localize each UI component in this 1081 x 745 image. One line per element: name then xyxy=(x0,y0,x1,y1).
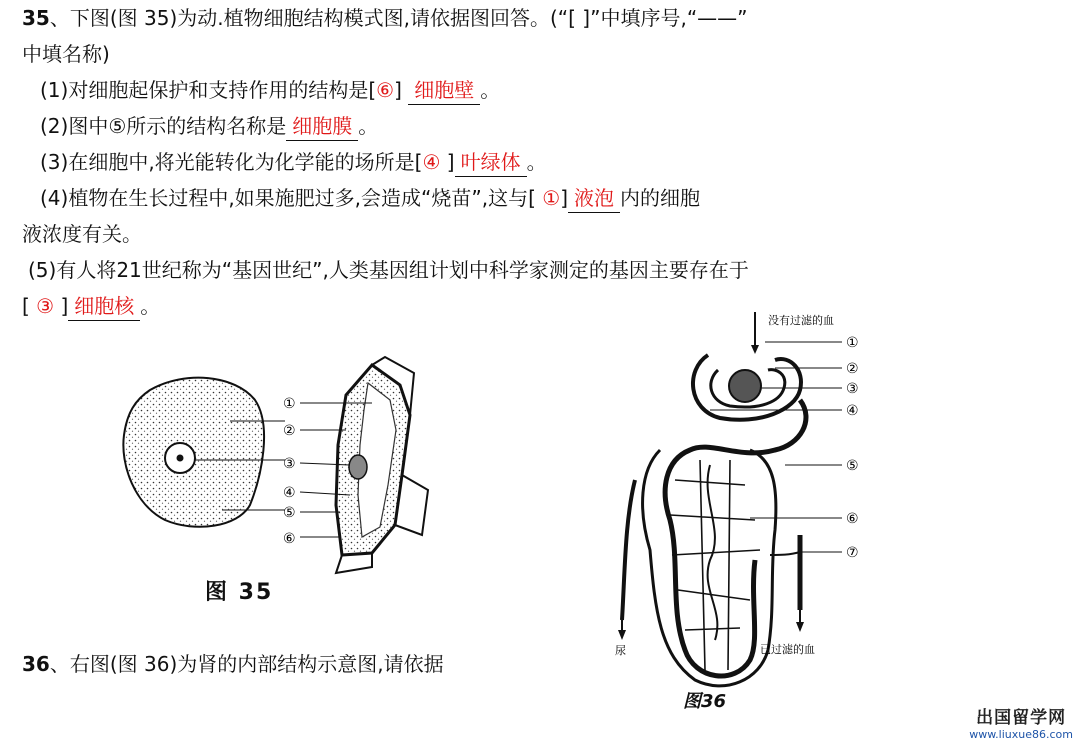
item-4-end: 内的细胞 xyxy=(620,186,701,210)
fig36-label-3: ③ xyxy=(846,381,859,397)
item-4-answer: 液泡 xyxy=(568,184,620,213)
item-1-end: 。 xyxy=(480,78,501,102)
item-5-bracket: ] xyxy=(54,294,69,318)
item-1-answer: 细胞壁 xyxy=(408,76,480,105)
fig35-label-1: ① xyxy=(283,396,296,412)
figure-35-caption: 图 35 xyxy=(205,580,274,605)
item-4-text: (4)植物在生长过程中,如果施肥过多,会造成“烧苗”,这与[ xyxy=(40,186,543,210)
item-1-text: (1)对细胞起保护和支持作用的结构是[ xyxy=(40,78,377,102)
figure-36-nephron xyxy=(600,310,885,695)
item-4-bracket: ] xyxy=(560,186,569,210)
item-2-answer: 细胞膜 xyxy=(286,112,358,141)
fig36-label-4: ④ xyxy=(846,403,859,419)
fig36-bottom-note: 已过滤的血 xyxy=(760,643,815,656)
watermark-url: www.liuxue86.com xyxy=(969,728,1073,741)
fig36-top-note: 没有过滤的血 xyxy=(768,314,834,327)
fig35-label-6: ⑥ xyxy=(283,531,296,547)
q35-intro-2: 中填名称) xyxy=(22,42,110,66)
fig35-label-5: ⑤ xyxy=(283,505,296,521)
site-watermark xyxy=(969,703,1073,741)
item-3-end: 。 xyxy=(526,150,547,174)
item-5-answer: 细胞核 xyxy=(68,292,140,321)
item-3-text: (3)在细胞中,将光能转化为化学能的场所是[ xyxy=(40,150,423,174)
q35-intro-line-2 xyxy=(22,40,110,68)
item-1-number: ⑥ xyxy=(376,78,395,102)
q36-line xyxy=(22,650,444,678)
q35-item-4 xyxy=(40,184,700,213)
q36-number: 36 xyxy=(22,652,50,676)
item-3-bracket: ] xyxy=(440,150,455,174)
q35-item-5-cont xyxy=(22,292,160,321)
q35-item-2 xyxy=(40,112,378,141)
fig35-label-4: ④ xyxy=(283,485,296,501)
item-5-end: 。 xyxy=(140,294,161,318)
fig36-label-2: ② xyxy=(846,361,859,377)
item-5-text: (5)有人将21世纪称为“基因世纪”,人类基因组计划中科学家测定的基因主要存在于 xyxy=(28,258,749,282)
item-4-number: ① xyxy=(542,186,561,210)
fig36-label-7: ⑦ xyxy=(846,545,859,561)
fig36-label-1: ① xyxy=(846,335,859,351)
q35-number: 35 xyxy=(22,6,50,30)
item-5-number: ③ xyxy=(36,294,55,318)
item-1-bracket: ] xyxy=(394,78,409,102)
q36-text: 、右图(图 36)为肾的内部结构示意图,请依据 xyxy=(49,652,444,676)
item-3-number: ④ xyxy=(422,150,441,174)
watermark-text: 出国留学网 xyxy=(976,708,1067,728)
plant-nucleus xyxy=(349,455,367,479)
q35-item-3 xyxy=(40,148,547,177)
figure-36-caption: 图36 xyxy=(683,691,727,712)
fig36-label-5: ⑤ xyxy=(846,458,859,474)
q35-intro-line xyxy=(22,4,748,32)
q35-intro: 、下图(图 35)为动.植物细胞结构模式图,请依据图回答。(“[ ]”中填序号,“——” xyxy=(49,6,748,30)
glomerulus xyxy=(729,370,761,402)
fig36-label-6: ⑥ xyxy=(846,511,859,527)
q35-item-4-cont xyxy=(22,220,142,248)
renal-tubule xyxy=(665,400,806,676)
item-2-end: 。 xyxy=(358,114,379,138)
fig36-left-note: 尿 xyxy=(615,644,626,657)
figure-35-cells xyxy=(110,355,450,580)
item-5-bracket-open: [ xyxy=(22,294,37,318)
item-3-answer: 叶绿体 xyxy=(455,148,527,177)
item-4-continuation: 液浓度有关。 xyxy=(22,222,142,246)
item-2-text: (2)图中⑤所示的结构名称是 xyxy=(40,114,287,138)
fig35-label-3: ③ xyxy=(283,456,296,472)
q35-item-1 xyxy=(40,76,500,105)
fig35-label-2: ② xyxy=(283,423,296,439)
q35-item-5 xyxy=(28,256,749,284)
